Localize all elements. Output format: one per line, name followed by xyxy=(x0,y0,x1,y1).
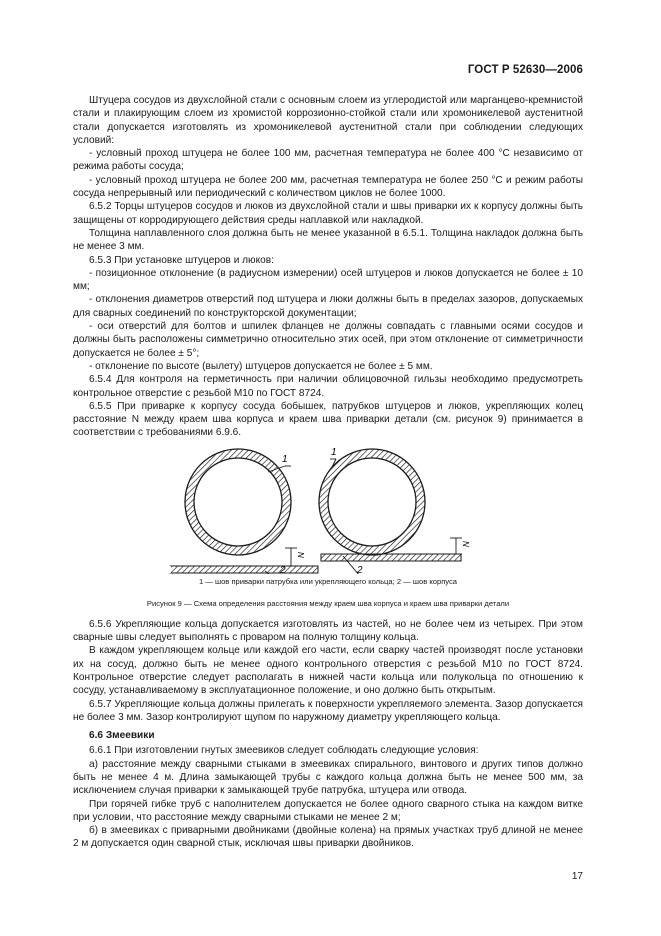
right-diagram xyxy=(319,447,471,574)
paragraph: 6.5.3 При установке штуцеров и люков: xyxy=(89,254,274,266)
paragraph: При горячей гибке труб с наполнителем допускается не более одного сварного стыка на каждом витке при условии, что расстояние между сварными стыками не менее 2 м; xyxy=(73,798,583,823)
left-plate xyxy=(170,566,318,573)
paragraph: Штуцера сосудов из двухслойной стали с основным слоем из углеродистой или марганцево-кремнистой стали и плакирующим слоем из хромистой коррозионно-стойкой стали или хромоникелевой аустенитной стали допускается изготовлять из хромоникелевой аустенитной стали при соблюдении следующих условий: xyxy=(73,95,583,146)
list-item: - отклонение по высоте (вылету) штуцеров допускается не более ± 5 мм. xyxy=(89,360,433,372)
paragraph: 6.5.2 Торцы штуцеров сосудов и люков из двухслойной стали и швы приварки их к корпусу должны быть защищены от корродирующего действия среды наплавкой или накладкой. xyxy=(73,201,583,226)
document-header: ГОСТ Р 52630—2006 xyxy=(467,64,583,76)
weld-distance-diagram xyxy=(73,444,583,574)
right-label-1: 1 xyxy=(331,446,337,458)
right-pipe-inner xyxy=(328,458,416,546)
left-weld-ring xyxy=(190,453,287,550)
section-title: 6.6 Змеевики xyxy=(89,730,155,742)
paragraph: Толщина наплавленного слоя должна быть не менее указанной в 6.5.1. Толщина накладок должна быть не менее 3 мм. xyxy=(73,227,583,253)
figure-9 xyxy=(73,444,583,574)
page-number: 17 xyxy=(571,871,583,882)
figure-legend: 1 — шов приварки патрубка или укрепляющего кольца; 2 — шов корпуса xyxy=(198,576,458,586)
figure-caption: Рисунок 9 — Схема определения расстояния между краем шва корпуса и краем шва приварки детали xyxy=(146,598,510,608)
list-item: б) в змеевиках с приварными двойниками (двойные колена) на прямых участках труб длиной не менее 2 м допускается один сварной стык, исключая швы приварки двойников. xyxy=(73,825,583,850)
left-label-2: 2 xyxy=(280,564,286,574)
list-item: - оси отверстий для болтов и шпилек фланцев не должны совпадать с главными осями сосудов и должны быть расположены симметрично относительно этих осей, при этом отклонение от симметричности допускается не более ± 5°; xyxy=(73,321,583,359)
right-label-2: 2 xyxy=(357,564,363,574)
paragraph: В каждом укрепляющем кольце или каждой его части, если сварку частей производят после установки их на сосуд, должно быть не менее одного контрольного отверстия с резьбой М10 по ГОСТ 8724. Контрольное отверстие следует располагать в нижней части кольца или полукольца по отношению к сосуду, устанавливаемому в эксплуатационное положение, и оно должно быть открытым. xyxy=(73,645,583,697)
paragraph: 6.5.6 Укрепляющие кольца допускается изготовлять из частей, но не более чем из четырех. При этом сварные швы следует выполнять с проваром на полную толщину кольца. xyxy=(73,618,583,644)
list-item: - позиционное отклонение (в радиусном измерении) осей штуцеров и люков допускается не более ± 10 мм; xyxy=(73,267,583,293)
document-body xyxy=(73,94,583,851)
right-weld-ring xyxy=(324,453,421,550)
left-diagram xyxy=(170,449,318,574)
list-item: а) расстояние между сварными стыками в змеевиках спирального, винтового и других типов должно быть не менее 4 м. Длина замыкающей трубы с каждого кольца должна быть не менее 500 мм, за исключением случая приварки к замыкающей трубе патрубка, штуцера или отвода. xyxy=(73,758,583,797)
list-item: - условный проход штуцера не более 100 мм, расчетная температура не более 400 °С независимо от режима работы сосуда; xyxy=(73,148,583,173)
list-item: - отклонения диаметров отверстий под штуцера и люки должны быть в пределах зазоров, допускаемых для сварных соединений по конструкторской документации; xyxy=(73,294,583,319)
paragraph: 6.5.4 Для контроля на герметичность при наличии облицовочной гильзы необходимо предусмотреть контрольное отверстие с резьбой М10 по ГОСТ 8724. xyxy=(73,374,583,399)
right-plate xyxy=(321,554,461,561)
left-label-1: 1 xyxy=(282,453,288,465)
left-label-n: N xyxy=(297,551,306,558)
paragraph: 6.5.7 Укрепляющие кольца должны прилегать к поверхности укрепляемого элемента. Зазор допускается не более 3 мм. Зазор контролируют щупом по наружному диаметру укрепляющего кольца. xyxy=(73,698,583,723)
paragraph: 6.6.1 При изготовлении гнутых змеевиков следует соблюдать следующие условия: xyxy=(89,745,479,757)
list-item: - условный проход штуцера не более 200 мм, расчетная температура не более 250 °С и режим работы сосуда непрерывный или периодический с количеством циклов не более 1000. xyxy=(73,174,583,200)
left-pipe-inner xyxy=(194,458,282,546)
paragraph: 6.5.5 При приварке к корпусу сосуда бобышек, патрубков штуцеров и люков, укрепляющих колец расстояние N между краем шва корпуса и краем шва приварки детали (см. рисунок 9) принимается в соответствии с требованиями 6.9.6. xyxy=(73,400,583,439)
right-label-n: N xyxy=(462,540,471,547)
